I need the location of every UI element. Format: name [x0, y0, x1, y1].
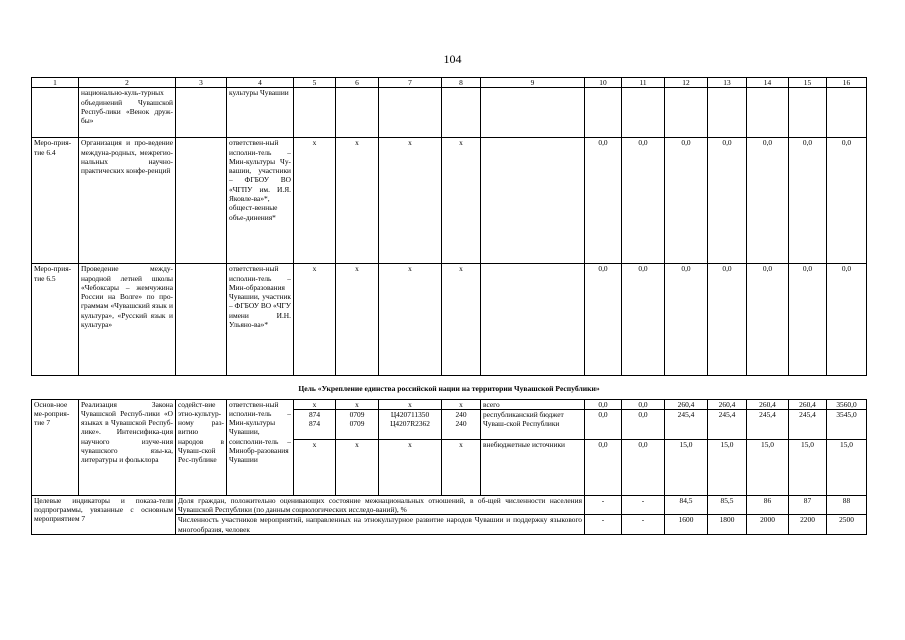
value-cell: 88: [827, 495, 867, 515]
expense-type-cell: 240 240: [442, 409, 481, 439]
responsible-executor: ответствен-ный исполни-тель – Мин-образования Чувашии, участник – ФГБОУ ВО «ЧГУ имени И.Н. Ульяно-ва»*: [227, 264, 294, 376]
value-cell: 1600: [665, 515, 708, 535]
grbs-cell: x: [294, 264, 336, 376]
value-cell: 3560,0: [827, 399, 867, 409]
value-cell: 260,4: [747, 399, 789, 409]
header-row: [32, 78, 867, 88]
header-col-11: 11: [622, 78, 665, 88]
value-cell: 0,0: [622, 409, 665, 439]
value-cell: 3545,0: [827, 409, 867, 439]
target-article-cell: х: [379, 439, 442, 495]
value-cell: 2000: [747, 515, 789, 535]
header-col-16: 16: [827, 78, 867, 88]
expense-type-cell: x: [442, 264, 481, 376]
value-cell: 0,0: [665, 264, 708, 376]
funding-source: республиканский бюджет Чуваш-ской Республики: [481, 409, 585, 439]
header-col-14: 14: [747, 78, 789, 88]
section-cell: х: [336, 439, 379, 495]
header-col-4: 4: [227, 78, 294, 88]
goal-heading: Цель «Укрепление единства российской нации на территории Чувашской Республики»: [32, 376, 867, 399]
goal-row: [32, 376, 867, 399]
value-cell: 0,0: [827, 264, 867, 376]
grbs-cell: 874 874: [294, 409, 336, 439]
value-cell: 260,4: [789, 399, 827, 409]
value-cell: 84,5: [665, 495, 708, 515]
header-col-9: 9: [481, 78, 585, 88]
page-number: 104: [443, 52, 462, 66]
indicator-text: Численность участников мероприятий, направленных на этнокультурное развитие народов Чувашии и поддержку языкового многообразия, человек: [176, 515, 585, 535]
value-cell: 0,0: [708, 264, 747, 376]
value-cell: 0,0: [585, 138, 622, 264]
header-col-8: 8: [442, 78, 481, 88]
target-article-cell: x: [379, 138, 442, 264]
grbs-cell: x: [294, 138, 336, 264]
event-description: национально-куль-турных объединений Чувашской Респуб-лики «Венок друж-бы»: [79, 88, 176, 138]
header-col-15: 15: [789, 78, 827, 88]
value-cell: 0,0: [622, 439, 665, 495]
value-cell: 0,0: [827, 138, 867, 264]
value-cell: 15,0: [665, 439, 708, 495]
value-cell: 260,4: [665, 399, 708, 409]
value-cell: 0,0: [622, 399, 665, 409]
header-col-6: 6: [336, 78, 379, 88]
budget-table-sheet: [31, 77, 866, 535]
value-cell: -: [622, 495, 665, 515]
table-row-event-6-4: [32, 138, 867, 264]
indicator-text: Доля граждан, положительно оценивающих состояние межнациональных отношений, в об-щей численности населения Чувашской Республики (по данным социологических исследо-ваний), %: [176, 495, 585, 515]
event-description: Реализация Закона Чувашской Респуб-лики «О языках в Чувашской Респуб-лике». Интенсифика-ция научного изуче-ния чувашского язы-ка, литературы и фольклора: [79, 399, 176, 495]
value-cell: 15,0: [789, 439, 827, 495]
responsible-executor: ответствен-ный исполни-тель – Мин-культуры Чувашии, соисполни-тель – Минобр-разования Чувашии: [227, 399, 294, 495]
section-cell: х: [336, 399, 379, 409]
value-cell: 0,0: [585, 409, 622, 439]
value-cell: 15,0: [708, 439, 747, 495]
value-cell: -: [622, 515, 665, 535]
section-cell: 0709 0709: [336, 409, 379, 439]
value-cell: -: [585, 515, 622, 535]
value-cell: 0,0: [622, 138, 665, 264]
responsible-executor: ответствен-ный исполни-тель – Мин-культуры Чу-вашии, участники – ФГБОУ ВО «ЧГПУ им. И.Я. Яковле-ва»*, общест-венные объе-динения*: [227, 138, 294, 264]
value-cell: 15,0: [747, 439, 789, 495]
expense-type-cell: x: [442, 138, 481, 264]
table-row-indicator-1: [32, 495, 867, 515]
header-col-7: 7: [379, 78, 442, 88]
header-col-12: 12: [665, 78, 708, 88]
value-cell: 245,4: [665, 409, 708, 439]
header-col-2: 2: [79, 78, 176, 88]
value-cell: 0,0: [708, 138, 747, 264]
value-cell: 86: [747, 495, 789, 515]
value-cell: 0,0: [789, 264, 827, 376]
value-cell: 0,0: [622, 264, 665, 376]
budget-table: [31, 77, 867, 535]
header-col-13: 13: [708, 78, 747, 88]
indicators-label: Целевые индикаторы и показа-тели подпрограммы, увязанные с основным мероприятием 7: [32, 495, 176, 534]
value-cell: 0,0: [789, 138, 827, 264]
header-col-3: 3: [176, 78, 227, 88]
event-description: Проведение между-народной летней школы «Чебоксары – жемчужина России на Волге» по про-граммам «Чувашский язык и культура», «Русский язык и культура»: [79, 264, 176, 376]
value-cell: 0,0: [747, 138, 789, 264]
value-cell: 0,0: [585, 399, 622, 409]
header-col-1: 1: [32, 78, 79, 88]
value-cell: 2500: [827, 515, 867, 535]
target-article-cell: х: [379, 399, 442, 409]
value-cell: 0,0: [665, 138, 708, 264]
value-cell: -: [585, 495, 622, 515]
event-description: Организация и про-ведение междуна-родных, межрегио-нальных научно-практических конфе-ренций: [79, 138, 176, 264]
expense-type-cell: х: [442, 399, 481, 409]
target-article-cell: x: [379, 264, 442, 376]
value-cell: 15,0: [827, 439, 867, 495]
value-cell: 1800: [708, 515, 747, 535]
value-cell: 2200: [789, 515, 827, 535]
grbs-cell: х: [294, 399, 336, 409]
value-cell: 85,5: [708, 495, 747, 515]
value-cell: 0,0: [747, 264, 789, 376]
value-cell: 0,0: [585, 264, 622, 376]
grbs-cell: х: [294, 439, 336, 495]
table-row-event-6-5: [32, 264, 867, 376]
value-cell: 87: [789, 495, 827, 515]
event-label: Основ-ное ме-роприя-тие 7: [32, 399, 79, 495]
section-cell: x: [336, 138, 379, 264]
event-label: Меро-прия-тие 6.5: [32, 264, 79, 376]
value-cell: 260,4: [708, 399, 747, 409]
value-cell: 245,4: [789, 409, 827, 439]
header-col-5: 5: [294, 78, 336, 88]
event-label: Меро-прия-тие 6.4: [32, 138, 79, 264]
funding-source: внебюджетные источники: [481, 439, 585, 495]
value-cell: 245,4: [708, 409, 747, 439]
target-article-cell: Ц420711350 Ц4207R2362: [379, 409, 442, 439]
task-description: содейст-вие этно-культур-ному раз-витию народов в Чуваш-ской Рес-публике: [176, 399, 227, 495]
table-row-main-7-total: [32, 399, 867, 409]
responsible-executor: культуры Чувашии: [227, 88, 294, 138]
expense-type-cell: х: [442, 439, 481, 495]
section-cell: x: [336, 264, 379, 376]
header-col-10: 10: [585, 78, 622, 88]
value-cell: 0,0: [585, 439, 622, 495]
table-row-continuation: [32, 88, 867, 138]
funding-source: всего: [481, 399, 585, 409]
value-cell: 245,4: [747, 409, 789, 439]
